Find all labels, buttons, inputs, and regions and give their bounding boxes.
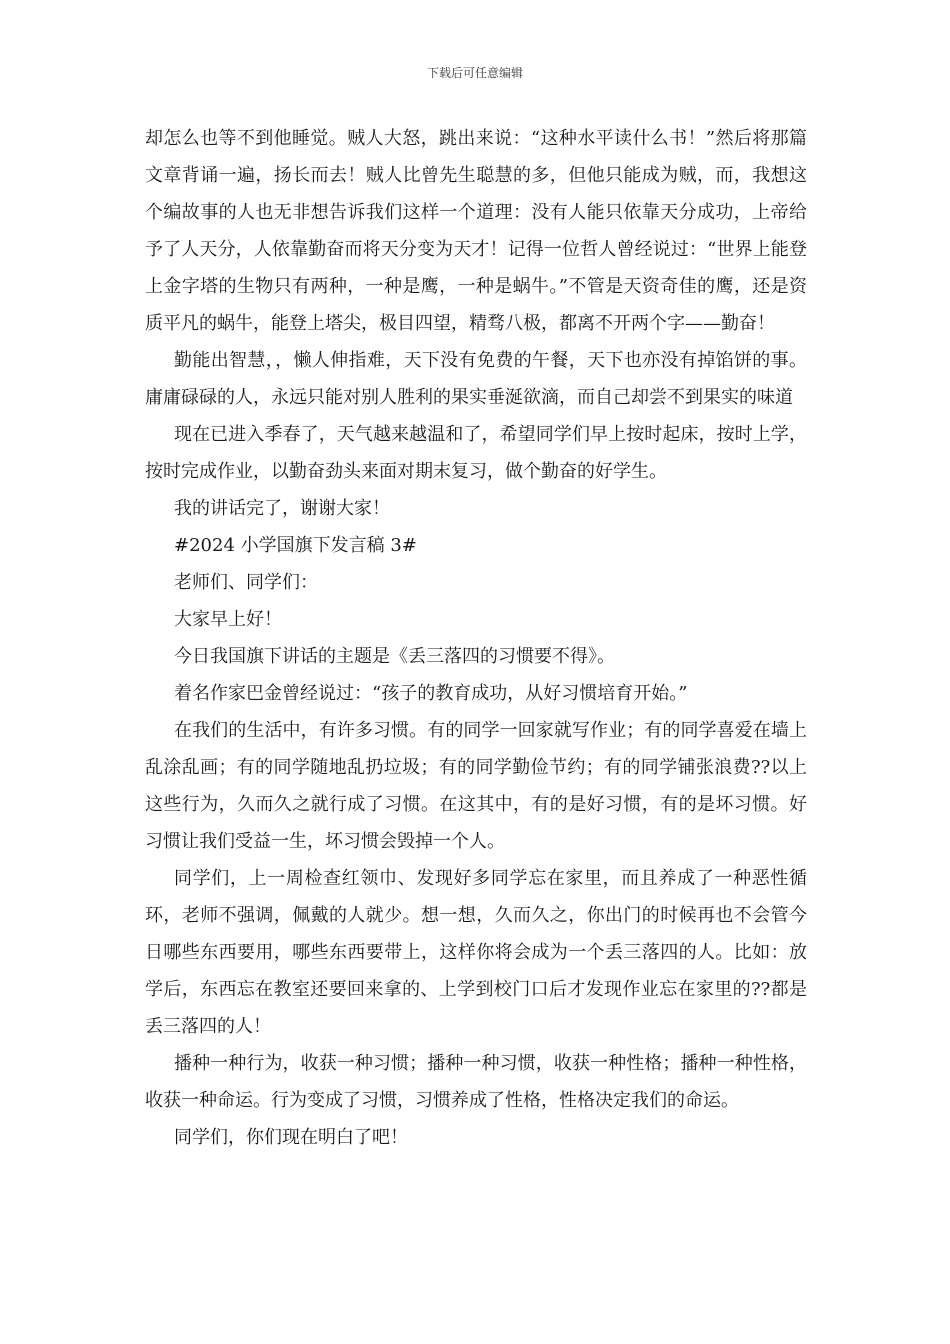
paragraph: 今日我国旗下讲话的主题是《丢三落四的习惯要不得》。 [174, 646, 615, 667]
paragraph: 同学们，你们现在明白了吧！ [174, 1127, 408, 1148]
paragraph: 着名作家巴金曾经说过：“孩子的教育成功，从好习惯培育开始。” [174, 683, 688, 704]
greeting: 大家早上好！ [174, 609, 282, 630]
paragraph: 我的讲话完了，谢谢大家！ [174, 498, 390, 519]
document-body [145, 120, 807, 1156]
paragraph: 播种一种行为，收获一种习惯；播种一种习惯，收获一种性格；播种一种性格，收获一种命运。行为变成了习惯，习惯养成了性格，性格决定我们的命运。 [145, 1053, 807, 1111]
paragraph: 勤能出智慧，，懒人伸指难，天下没有免费的午餐，天下也亦没有掉馅饼的事。庸庸碌碌的人，永远只能对别人胜利的果实垂涎欲滴，而自己却尝不到果实的味道 [145, 350, 807, 408]
paragraph: 在我们的生活中，有许多习惯。有的同学一回家就写作业；有的同学喜爱在墙上乱涂乱画；有的同学随地乱扔垃圾；有的同学勤俭节约；有的同学铺张浪费??以上这些行为，久而久之就行成了习惯。在这其中，有的是好习惯，有的是坏习惯。好习惯让我们受益一生，坏习惯会毁掉一个人。 [145, 720, 807, 852]
paragraph: 同学们，上一周检查红领巾、发现好多同学忘在家里，而且养成了一种恶性循环，老师不强调，佩戴的人就少。想一想，久而久之，你出门的时候再也不会管今日哪些东西要用，哪些东西要带上，这样你将会成为一个丢三落四的人。比如：放学后，东西忘在教室还要回来拿的、上学到校门口后才发现作业忘在家里的??都是丢三落四的人！ [145, 868, 807, 1037]
page-header-caption: 下载后可任意编辑 [426, 66, 523, 80]
section-heading: #2024 小学国旗下发言稿 3# [174, 535, 417, 556]
salutation: 老师们、同学们： [174, 572, 318, 593]
paragraph: 现在已进入季春了，天气越来越温和了，希望同学们早上按时起床，按时上学，按时完成作业，以勤奋劲头来面对期末复习，做个勤奋的好学生。 [145, 424, 807, 482]
paragraph: 却怎么也等不到他睡觉。贼人大怒，跳出来说：“这种水平读什么书！”然后将那篇文章背诵一遍，扬长而去！贼人比曾先生聪慧的多，但他只能成为贼，而，我想这个编故事的人也无非想告诉我们这样一个道理：没有人能只依靠天分成功，上帝给予了人天分，人依靠勤奋而将天分变为天才！记得一位哲人曾经说过：“世界上能登上金字塔的生物只有两种，一种是鹰，一种是蜗牛。”不管是天资奇佳的鹰，还是资质平凡的蜗牛，能登上塔尖，极目四望，精骛八极，都离不开两个字——勤奋！ [145, 128, 807, 334]
